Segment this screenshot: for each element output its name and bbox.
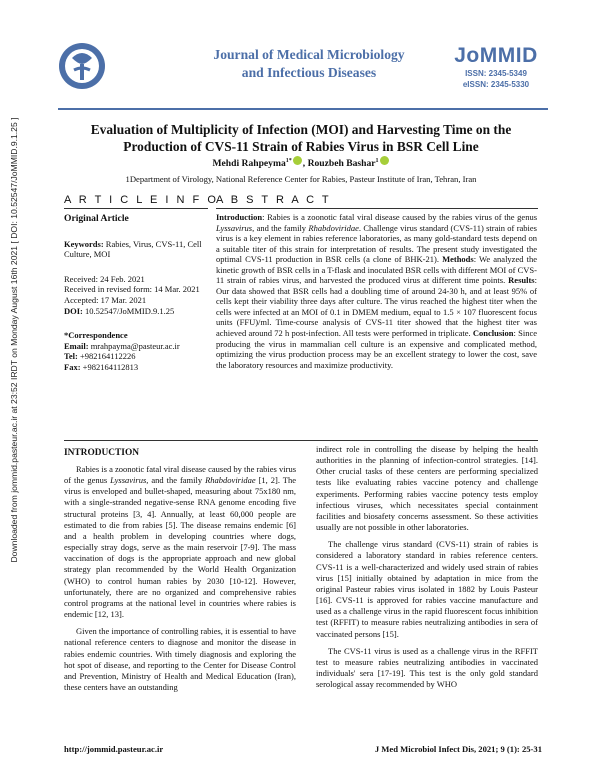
email-label: Email:	[64, 340, 89, 351]
abstract-conclusion: : Since producing the virus in mammalian cell culture is an expensive and complicated method, optimizing the virus production process may be an excellent strategy to lower the cost, save the laboratory resources and maximize productivity.	[216, 328, 537, 370]
journal-title	[174, 46, 444, 82]
keywords-value: Rabies, Virus, CVS-11, Cell Culture, MOI	[64, 238, 202, 260]
abstract-conclusion-label: Conclusion	[472, 328, 514, 339]
body-paragraph	[64, 464, 296, 620]
journal-header	[44, 30, 564, 102]
doi-value[interactable]: 10.52547/JoMMID.9.1.25	[82, 305, 175, 316]
correspondence-label: *Correspondence	[64, 330, 128, 341]
p1-b: , and the family	[146, 475, 206, 486]
body-column-left	[64, 464, 296, 699]
article-info-heading: A R T I C L E I N F O	[64, 194, 219, 206]
header-rule	[58, 108, 548, 110]
abstract-family: Rhabdoviridae	[308, 222, 359, 233]
author-line	[64, 156, 538, 169]
abstract-text	[216, 212, 537, 370]
abstract-rule	[216, 208, 538, 209]
introduction-heading: INTRODUCTION	[64, 448, 140, 458]
author-1-mark: 1*	[285, 157, 292, 164]
tel-label: Tel:	[64, 351, 78, 362]
article-title: Evaluation of Multiplicity of Infection (MOI) and Harvesting Time on the Production of CVS-11 Strain of Rabies Virus in BSR Cell Line	[90, 122, 512, 154]
revised-date: Received in revised form: 14 Mar. 2021	[64, 284, 200, 295]
issn: ISSN: 2345-5349	[465, 69, 527, 78]
abstract-intro-label: Introduction	[216, 212, 263, 222]
jommid-wordmark: JoMMID	[454, 44, 538, 67]
p1-c: [1, 2]. The virus is enveloped and bullet-shaped, measuring about 75x180 nm, with a single-stranded negative-sense RNA genome encoding five structural proteins [3, 4]. Annually, at least 60,000 people are estimated to die from rabies [5]. The disease remains endemic [6] and a health problem in developing countries where dogs, especially stray dogs, serve as the main reservoir [7-9]. The mass vaccination of dogs is the appropriate approach and new global strategy plan recommended by the World Health Organization (WHO) to control human rabies by 2030 [10-12]. However, unfortunately, there are no organized and comprehensive rabies control programs at the national level in countries where rabies is endemic [12, 13].	[64, 475, 296, 620]
abstract-methods: : We analyzed the kinetic growth of BSR cells in a T-flask and inoculated BSR cells with different MOI of CVS-11 strain of rabies virus, and harvested the produced virus at different time points.	[216, 254, 537, 286]
received-date: Received: 24 Feb. 2021	[64, 273, 145, 284]
journal-title-line1: Journal of Medical Microbiology	[213, 47, 405, 62]
eissn: eISSN: 2345-5330	[462, 80, 530, 89]
abstract-bottom-rule	[64, 440, 538, 441]
keywords	[64, 239, 210, 260]
fax-value: +982164112813	[80, 361, 139, 372]
tel-value: +982164112226	[77, 351, 136, 362]
author-separator: ,	[302, 158, 308, 169]
download-watermark	[2, 60, 26, 620]
abstract-intro-a: : Rabies is a zoonotic fatal viral disease caused by the rabies virus of the genus	[262, 212, 537, 222]
body-paragraph: Given the importance of controlling rabies, it is essential to have national reference centers to diagnose and monitor the disease in rabies endemic countries. With timely diagnosis and exploring the hot spot of disease, and reporting to the Center for Disease Control and Prevention, Ministry of Health and Medical Education (Iran), these centers have an outstanding	[64, 626, 296, 692]
footer-url[interactable]: http://jommid.pasteur.ac.ir	[64, 744, 164, 754]
author-2: Rouzbeh Bashar	[307, 158, 376, 169]
author-1: Mehdi Rahpeyma	[212, 158, 286, 169]
doi-label: DOI:	[64, 305, 83, 316]
article-type: Original Article	[64, 213, 129, 224]
journal-brand	[436, 44, 556, 90]
email-value[interactable]: mrahpayma@pasteur.ac.ir	[88, 340, 180, 351]
correspondence	[64, 330, 210, 372]
abstract-results-label: Results	[508, 275, 535, 286]
p1-genus: Lyssavirus	[110, 475, 147, 486]
author-2-mark: 1	[375, 157, 379, 164]
abstract-heading: A B S T R A C T	[216, 194, 332, 206]
abstract-genus: Lyssavirus	[216, 222, 253, 233]
fax-label: Fax:	[64, 361, 81, 372]
dates	[64, 274, 210, 316]
keywords-label: Keywords:	[64, 238, 104, 249]
body-paragraph: indirect role in controlling the disease by helping the health authorities in the planning of infection-control strategies. [14]. Other crucial tasks of these centers are performing specialized tests like evaluating rabies vaccine potency and challenge experiments. Performing rabies vaccine potency tests employ infectious viruses, which necessitates special containment facilities and biosafety concerns assessment. So these activities usually are not possible in other laboratories.	[316, 444, 538, 533]
footer-citation: J Med Microbiol Infect Dis, 2021; 9 (1): 25-31	[374, 744, 542, 754]
orcid-icon[interactable]	[380, 156, 389, 165]
orcid-icon[interactable]	[293, 156, 302, 165]
p1-family: Rhabdoviridae	[205, 475, 256, 486]
journal-logo	[58, 42, 106, 90]
download-watermark-text: Downloaded from jommid.pasteur.ac.ir at 23:52 IRDT on Monday August 16th 2021 [ DOI: 10.52547/JoMMID.9.1.25 ]	[9, 117, 19, 563]
affiliation: 1Department of Virology, National Reference Center for Rabies, Pasteur Institute of Iran, Tehran, Iran	[125, 174, 477, 184]
abstract-intro-b: , and the family	[252, 222, 309, 233]
journal-title-line2: and Infectious Diseases	[241, 65, 377, 80]
abstract-methods-label: Methods	[442, 254, 474, 265]
body-paragraph: The challenge virus standard (CVS-11) strain of rabies is considered a laboratory standard in rabies reference centers. CVS-11 is a well-characterized and widely used strain of rabies virus [15] initially obtained by adaptation in mice from the original Pasteur rabies virus isolated in 1882 by Louis Pasteur [16]. CVS-11 is approved for rabies vaccine manufacture and used as a challenge virus in the rapid fluorescent focus inhibition test (RFFIT) to measure rabies neutralizing antibodies in sera of vaccinated persons [15].	[316, 539, 538, 639]
body-paragraph: The CVS-11 virus is used as a challenge virus in the RFFIT test to measure rabies neutralizing antibodies in vaccinated individuals' sera [17-19]. This test is the only gold standard serological assay recommended by WHO	[316, 645, 538, 690]
body-column-right	[316, 444, 538, 696]
abstract-intro-c: . Challenge virus standard (CVS-11) strain of rabies virus is a key element in rabies reference laboratories, as many gold-standard tests depend on a suitable titer of this strain for interpretation of results. The present study investigated the optimal CVS-11 production in BSR cells (a clone of BHK-21).	[216, 222, 537, 265]
p1-a: Rabies is a zoonotic fatal viral disease caused by the rabies virus of the genus	[64, 464, 296, 486]
info-rule	[64, 208, 208, 209]
accepted-date: Accepted: 17 Mar. 2021	[64, 294, 147, 305]
article-info	[64, 214, 210, 373]
abstract-results: : Our data showed that BSR cells had a doubling time of around 24-30 h, and at least 95% of cells kept their viability three days after culture. The virus reached the highest titer when the cells were infected at an MOI of 0.1 in DMEM medium, equal to 1.5 × 107 fluorescent focus units (FFU)/ml. Time-course analysis of CVS-11 titer showed that the highest titer was achieved around 72 h post-infection. All tests were performed in triplicate.	[216, 275, 537, 339]
